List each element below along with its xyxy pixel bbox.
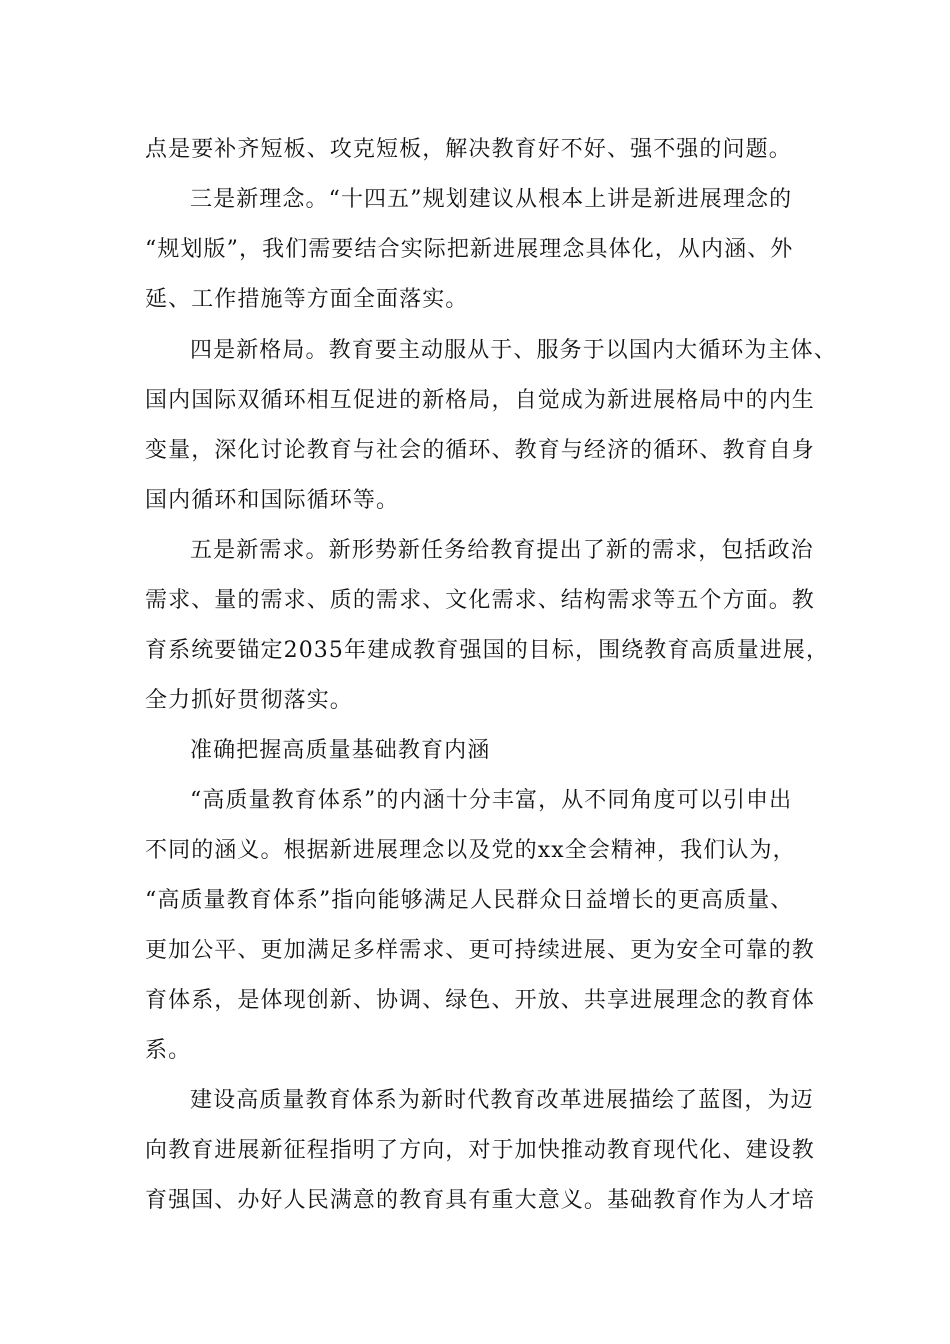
text-line: 建设高质量教育体系为新时代教育改革进展描绘了蓝图，为迈 bbox=[190, 1088, 814, 1113]
text-line: “规划版”，我们需要结合实际把新进展理念具体化，从内涵、外 bbox=[145, 237, 794, 262]
text-line: 育强国、办好人民满意的教育具有重大意义。基础教育作为人才培 bbox=[145, 1188, 815, 1213]
text-line: 育体系，是体现创新、协调、绿色、开放、共享进展理念的教育体 bbox=[145, 988, 815, 1013]
text-line: 全力抓好贯彻落实。 bbox=[145, 688, 353, 713]
text-line: 五是新需求。新形势新任务给教育提出了新的需求，包括政治 bbox=[190, 538, 814, 563]
text-line: “高质量教育体系”的内涵十分丰富，从不同角度可以引申出 bbox=[190, 788, 793, 813]
text-line: 育系统要锚定2035年建成教育强国的目标，围绕教育高质量进展， bbox=[145, 638, 830, 663]
text-line: 系。 bbox=[145, 1038, 192, 1063]
text-line: 不同的涵义。根据新进展理念以及党的xx全会精神，我们认为， bbox=[145, 838, 796, 863]
text-line: 国内循环和国际循环等。 bbox=[145, 488, 400, 513]
text-line: 国内国际双循环相互促进的新格局，自觉成为新进展格局中的内生 bbox=[145, 388, 815, 413]
text-line: 三是新理念。“十四五”规划建议从根本上讲是新进展理念的 bbox=[190, 187, 793, 212]
text-line: 点是要补齐短板、攻克短板，解决教育好不好、强不强的问题。 bbox=[145, 137, 792, 162]
text-line: 延、工作措施等方面全面落实。 bbox=[145, 287, 469, 312]
section-heading: 准确把握高质量基础教育内涵 bbox=[190, 738, 491, 763]
text-line: 向教育进展新征程指明了方向，对于加快推动教育现代化、建设教 bbox=[145, 1138, 815, 1163]
text-line: 更加公平、更加满足多样需求、更可持续进展、更为安全可靠的教 bbox=[145, 938, 815, 963]
text-line: 变量，深化讨论教育与社会的循环、教育与经济的循环、教育自身 bbox=[145, 438, 815, 463]
text-line: “高质量教育体系”指向能够满足人民群众日益增长的更高质量、 bbox=[145, 888, 794, 913]
text-line: 四是新格局。教育要主动服从于、服务于以国内大循环为主体、 bbox=[190, 338, 837, 363]
text-line: 需求、量的需求、质的需求、文化需求、结构需求等五个方面。教 bbox=[145, 588, 815, 613]
